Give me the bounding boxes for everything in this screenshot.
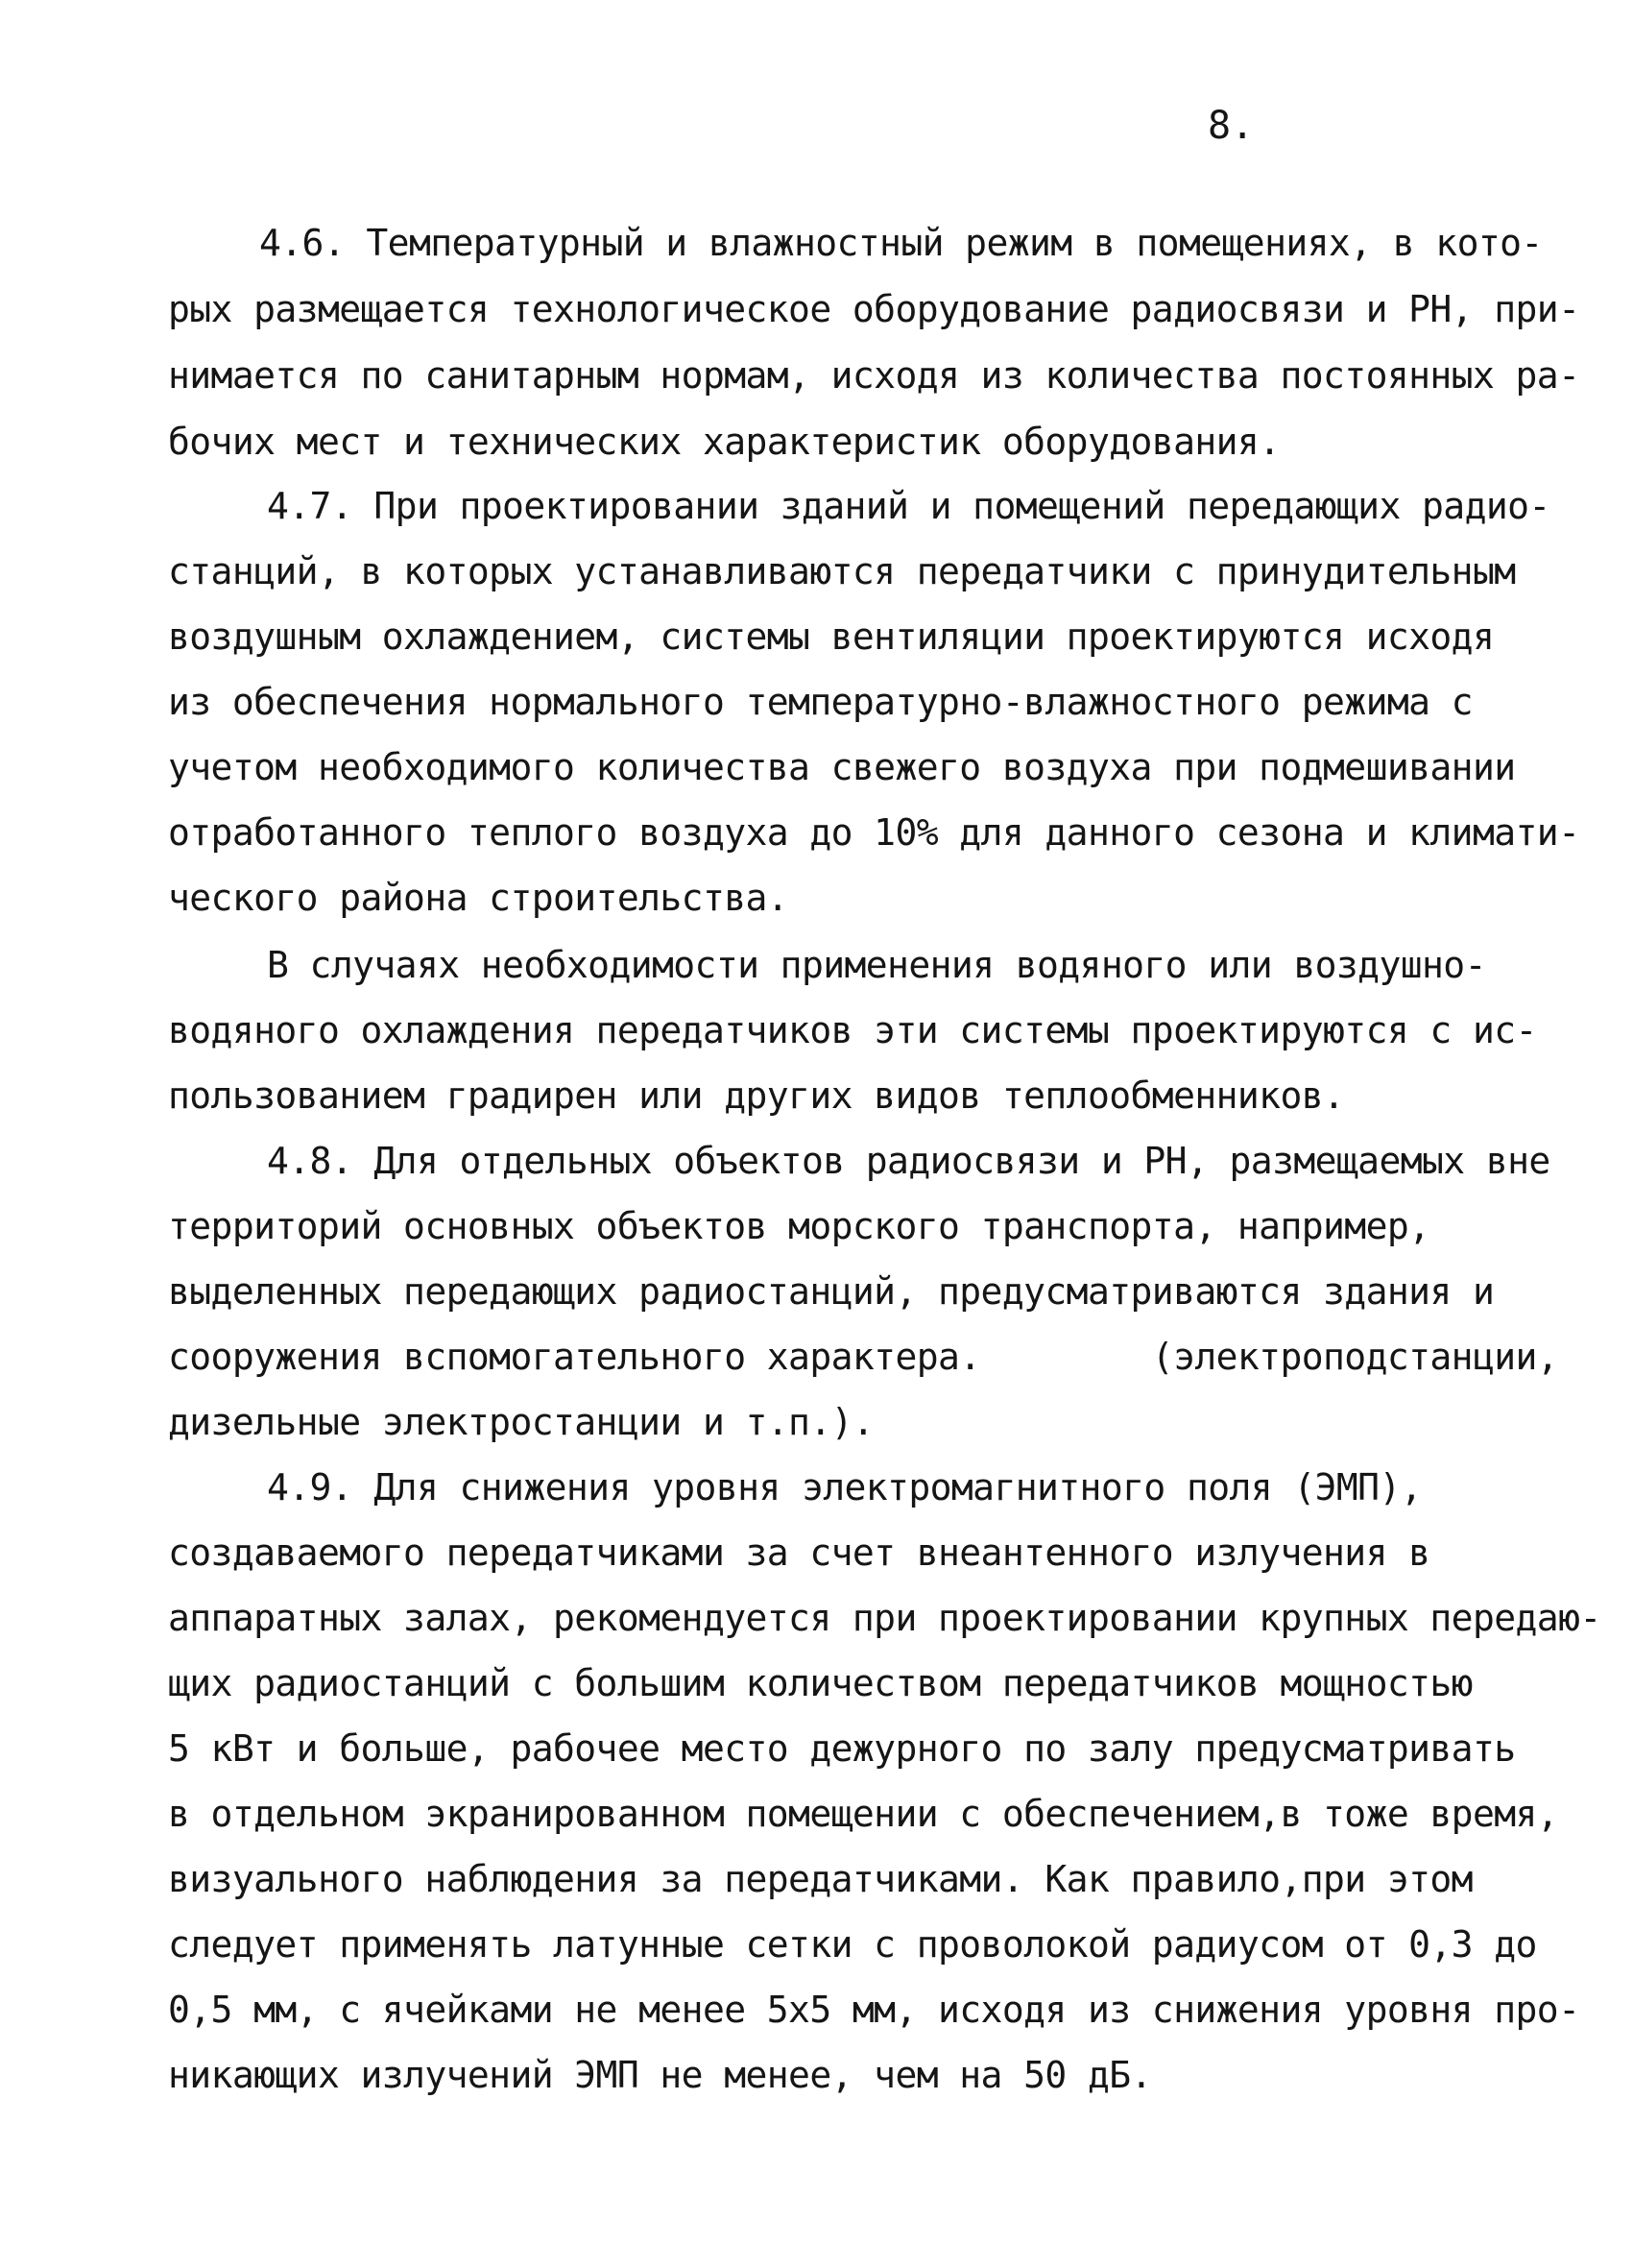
text-line: щих радиостанций с большим количеством передатчиков мощностью bbox=[168, 1662, 1473, 1704]
text-line: территорий основных объектов морского транспорта, например, bbox=[168, 1205, 1430, 1247]
text-line: бочих мест и технических характеристик оборудования. bbox=[168, 421, 1281, 463]
text-line: станций, в которых устанавливаются передатчики с принудительным bbox=[168, 550, 1516, 592]
text-line: ческого района строительства. bbox=[168, 877, 789, 919]
text-line: нимается по санитарным нормам, исходя из количества постоянных ра- bbox=[168, 354, 1580, 397]
text-line-paragraph-start: В случаях необходимости применения водяного или воздушно- bbox=[267, 944, 1486, 986]
text-line-4-6: 4.6. Температурный и влажностный режим в помещениях, в кото- bbox=[259, 222, 1543, 264]
text-line: водяного охлаждения передатчиков эти системы проектируются с ис- bbox=[168, 1009, 1537, 1051]
text-line: отработанного теплого воздуха до 10% для данного сезона и климати- bbox=[168, 811, 1580, 854]
text-line: визуального наблюдения за передатчиками. Как правило,при этом bbox=[168, 1858, 1473, 1900]
text-line: в отдельном экранированном помещении с обеспечением,в тоже время, bbox=[168, 1793, 1559, 1835]
text-line: создаваемого передатчиками за счет внеантенного излучения в bbox=[168, 1532, 1430, 1574]
text-line-4-8: 4.8. Для отдельных объектов радиосвязи и РН, размещаемых вне bbox=[267, 1140, 1550, 1182]
text-line: следует применять латунные сетки с проволокой радиусом от 0,3 до bbox=[168, 1923, 1537, 1966]
text-line: пользованием градирен или других видов теплообменников. bbox=[168, 1074, 1345, 1117]
text-line: выделенных передающих радиостанций, предусматриваются здания и bbox=[168, 1270, 1495, 1313]
text-line: никающих излучений ЭМП не менее, чем на 50 дБ. bbox=[168, 2054, 1152, 2096]
text-line: рых размещается технологическое оборудование радиосвязи и РН, при- bbox=[168, 288, 1580, 330]
text-line: воздушным охлаждением, системы вентиляции проектируются исходя bbox=[168, 615, 1495, 658]
text-line: аппаратных залах, рекомендуется при проектировании крупных передаю- bbox=[168, 1597, 1601, 1639]
text-line: 5 кВт и больше, рабочее место дежурного по залу предусматривать bbox=[168, 1727, 1516, 1770]
page-number: 8. bbox=[1208, 104, 1255, 148]
text-line: из обеспечения нормального температурно-влажностного режима с bbox=[168, 681, 1473, 723]
text-line: сооружения вспомогательного характера. (электроподстанции, bbox=[168, 1336, 1559, 1378]
text-line: 0,5 мм, с ячейками не менее 5х5 мм, исходя из снижения уровня про- bbox=[168, 1989, 1580, 2031]
text-line-4-7: 4.7. При проектировании зданий и помещений передающих радио- bbox=[267, 485, 1550, 527]
text-line: дизельные электростанции и т.п.). bbox=[168, 1401, 875, 1443]
text-line: учетом необходимого количества свежего воздуха при подмешивании bbox=[168, 746, 1516, 788]
text-line-4-9: 4.9. Для снижения уровня электромагнитного поля (ЭМП), bbox=[267, 1466, 1423, 1508]
